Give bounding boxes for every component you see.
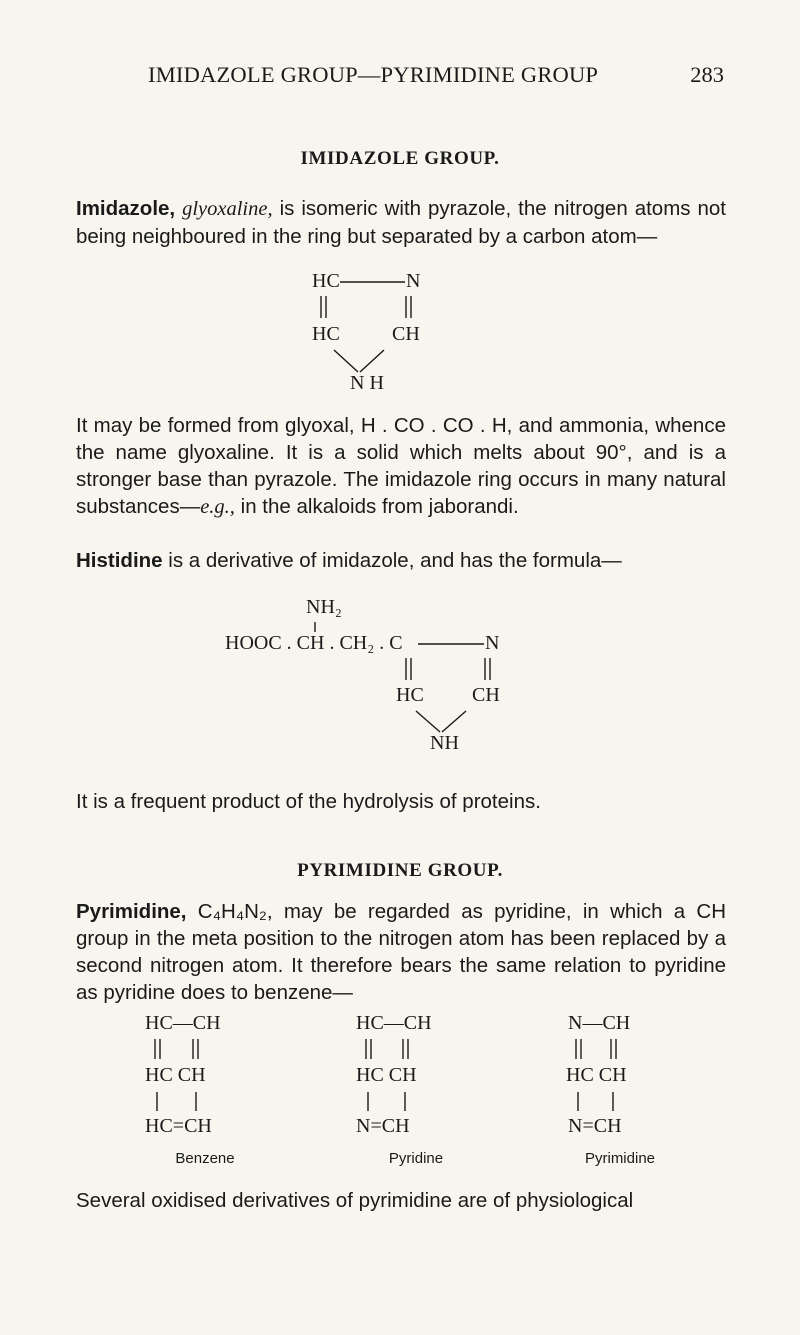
pyrimidine-heading: PYRIMIDINE GROUP. xyxy=(297,860,503,881)
imidazole-term: Imidazole, xyxy=(76,197,176,220)
histidine-term: Histidine xyxy=(76,549,163,572)
histidine-mid-left: HC xyxy=(396,684,424,706)
closing-line: Several oxidised derivatives of pyrimidine are of physiological xyxy=(76,1189,634,1212)
pyrimidine-top: N—CH xyxy=(568,1012,631,1034)
imidazole-top-left: HC xyxy=(312,270,340,292)
pyridine-middle: HC CH xyxy=(356,1064,417,1086)
glyoxaline-term: glyoxaline, xyxy=(182,198,273,220)
proteins-paragraph: It is a frequent product of the hydrolysis of proteins. xyxy=(76,790,541,813)
imidazole-bottom-nh: N H xyxy=(350,372,384,394)
running-title: IMIDAZOLE GROUP—PYRIMIDINE GROUP xyxy=(148,62,599,87)
benzene-caption: Benzene xyxy=(175,1150,235,1167)
pyrimidine-text: may be regarded as pyridine, in which a CH group in the meta position to the nitrogen atom has been replaced by a second nitrogen atom. It therefore bears the same relation to pyridine as pyridine does to benzene— xyxy=(76,900,727,1004)
jaborandi-text: in the alkaloids from jaborandi. xyxy=(240,495,519,518)
histidine-mid-right: CH xyxy=(472,684,500,706)
pyrimidine-bottom: N=CH xyxy=(568,1115,622,1137)
pyrimidine-caption: Pyrimidine xyxy=(584,1150,656,1167)
histidine-ring-n: N xyxy=(485,632,500,654)
pyridine-caption: Pyridine xyxy=(388,1150,444,1167)
pyrimidine-formula: C₄H₄N₂, xyxy=(197,900,273,923)
histidine-text: is a derivative of imidazole, and has the formula— xyxy=(168,549,622,572)
imidazole-heading: IMIDAZOLE GROUP. xyxy=(300,148,500,169)
imidazole-mid-left: HC xyxy=(312,323,340,345)
imidazole-intro-text: is isomeric with pyrazole, the nitrogen atoms not being neighboured in the ring but separated by a carbon atom— xyxy=(76,197,726,248)
page-number: 283 xyxy=(690,62,724,87)
imidazole-mid-right: CH xyxy=(392,323,420,345)
pyridine-top: HC—CH xyxy=(356,1012,432,1034)
pyridine-bottom: N=CH xyxy=(356,1115,410,1137)
histidine-amine: NH₂ xyxy=(306,596,342,618)
benzene-middle: HC CH xyxy=(145,1064,206,1086)
benzene-bottom: HC=CH xyxy=(145,1115,212,1137)
eg-abbrev: e.g., xyxy=(200,496,235,518)
imidazole-top-right: N xyxy=(406,270,421,292)
pyrimidine-middle: HC CH xyxy=(566,1064,627,1086)
benzene-top: HC—CH xyxy=(145,1012,221,1034)
histidine-chain: HOOC . CH . CH₂ . C xyxy=(225,632,403,654)
histidine-bottom-nh: NH xyxy=(430,732,459,754)
pyrimidine-term: Pyrimidine, xyxy=(76,900,187,923)
glyoxal-text: It may be formed from glyoxal, H . CO . CO . H, and ammonia, whence the name glyoxaline. It is a solid which melts about 90°, and is a stronger base than pyrazole. The imidazole ring occurs in many natural substances— xyxy=(76,414,726,518)
